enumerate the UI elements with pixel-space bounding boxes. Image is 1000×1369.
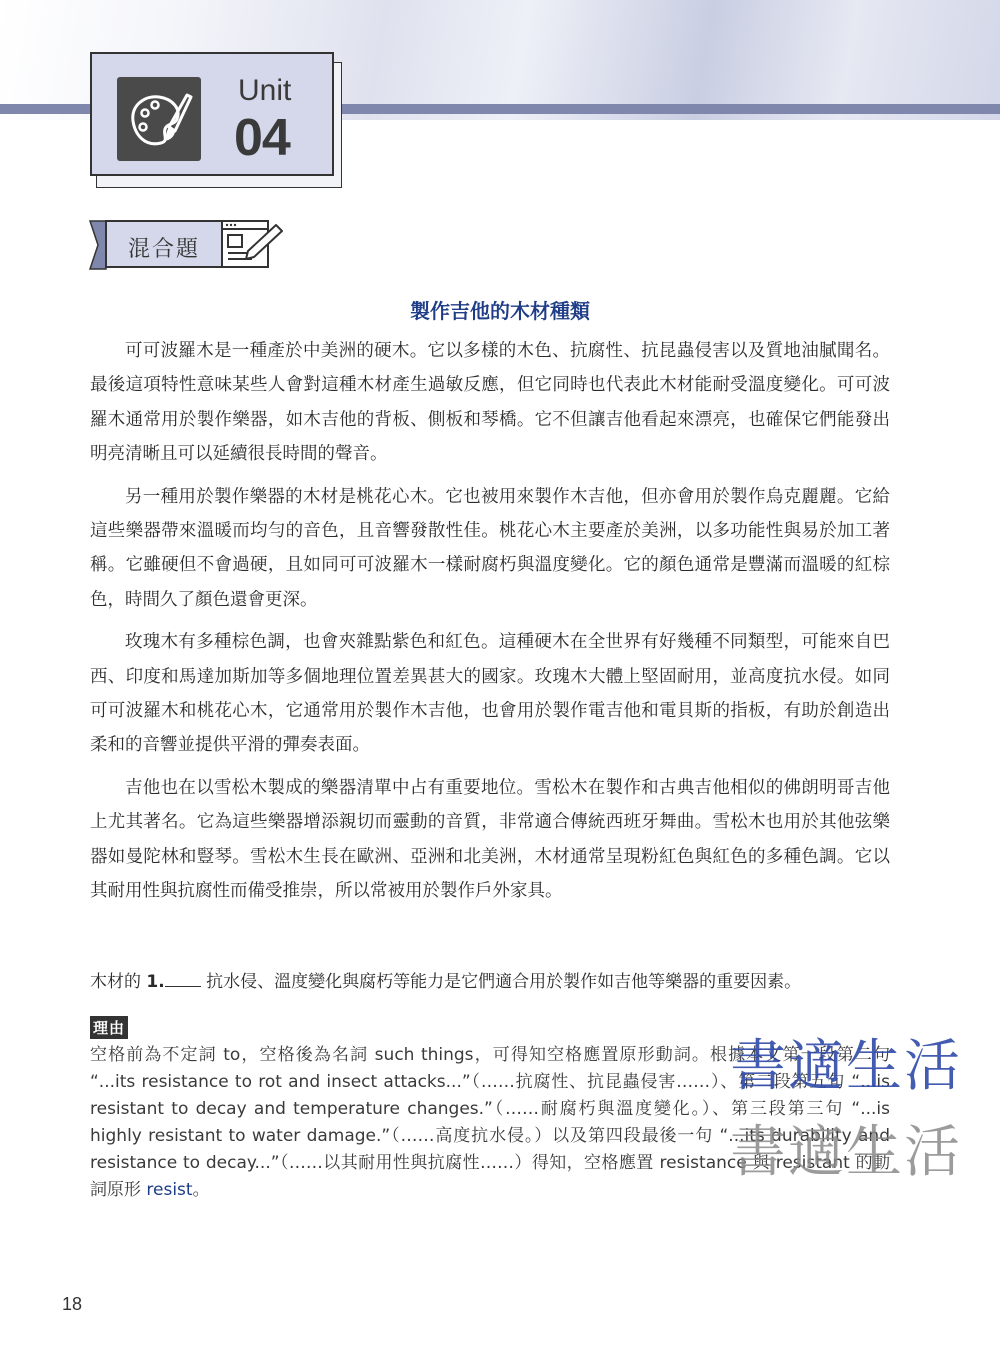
- worksheet-pen-icon: [218, 217, 286, 277]
- reason-end: 。: [192, 1180, 210, 1200]
- blank-number: 1.: [146, 972, 165, 992]
- reason-body: 空格前為不定詞 to，空格後為名詞 such things，可得知空格應置原形動詞。根據本文第一段第二句 “...its resistance to rot and insect attacks...”（……抗腐性、抗昆蟲侵害……）、第二段第五句 “...is resistant to decay and temperature changes.”（……耐腐朽與溫度變化。）、第三段第三句 “...is highly resistant to water damage.”（……高度抗水侵。）以及第四段最後一句 “...its durability and resistance to decay...”（……以其耐用性與抗腐性……）得知，空格應置 resistance 與 resistant 的動詞原形: [90, 1045, 890, 1200]
- article-paragraph: 另一種用於製作樂器的木材是桃花心木。它也被用來製作木吉他，但亦會用於製作烏克麗麗。它給這些樂器帶來溫暖而均勻的音色，且音響發散性佳。桃花心木主要產於美洲，以多功能性與易於加工著稱。它雖硬但不會過硬，且如同可可波羅木一樣耐腐朽與溫度變化。它的顏色通常是豐滿而溫暖的紅棕色，時間久了顏色還會更深。: [90, 486, 890, 610]
- article-body: [90, 334, 890, 917]
- article-title: 製作吉他的木材種類: [410, 299, 590, 323]
- reason-label: 理由: [90, 1016, 128, 1039]
- watermark-blue: 書適生活: [730, 1034, 962, 1099]
- answer-word: resist: [146, 1180, 193, 1200]
- watermark-gray: 書適生活: [730, 1120, 962, 1185]
- article-paragraph: 吉他也在以雪松木製成的樂器清單中占有重要地位。雪松木在製作和古典吉他相似的佛朗明哥吉他上尤其著名。它為這些樂器增添親切而靈動的音質，非常適合傳統西班牙舞曲。雪松木也用於其他弦樂器如曼陀林和豎琴。雪松木生長在歐洲、亞洲和北美洲，木材通常呈現粉紅色與紅色的多種色調。它以其耐用性與抗腐性而備受推崇，所以常被用於製作戶外家具。: [90, 777, 890, 902]
- unit-number: 04: [234, 109, 290, 167]
- article-paragraph: 玫瑰木有多種棕色調，也會夾雜點紫色和紅色。這種硬木在全世界有好幾種不同類型，可能來自巴西、印度和馬達加斯加等多個地理位置差異甚大的國家。玫瑰木大體上堅固耐用，並高度抗水侵。如同可可波羅木和桃花心木，它通常用於製作木吉他，也會用於製作電吉他和電貝斯的指板，有助於創造出柔和的音響並提供平滑的彈奏表面。: [90, 632, 890, 756]
- unit-word: Unit: [238, 74, 292, 107]
- palette-brush-icon: [117, 77, 201, 161]
- question-line: [90, 967, 910, 992]
- question-prefix: 木材的: [90, 972, 141, 992]
- answer-blank: [165, 972, 201, 987]
- article-paragraph: 可可波羅木是一種產於中美洲的硬木。它以多樣的木色、抗腐性、抗昆蟲侵害以及質地油膩聞名。最後這項特性意味某些人會對這種木材產生過敏反應，但它同時也代表此木材能耐受溫度變化。可可波羅木通常用於製作樂器，如木吉他的背板、側板和琴橋。它不但讓吉他看起來漂亮，也確保它們能發出明亮清晰且可以延續很長時間的聲音。: [90, 341, 890, 465]
- page-number: 18: [62, 1294, 83, 1314]
- section-label: 混合題: [128, 237, 201, 262]
- question-text: 抗水侵、溫度變化與腐朽等能力是它們適合用於製作如吉他等樂器的重要因素。: [206, 972, 802, 992]
